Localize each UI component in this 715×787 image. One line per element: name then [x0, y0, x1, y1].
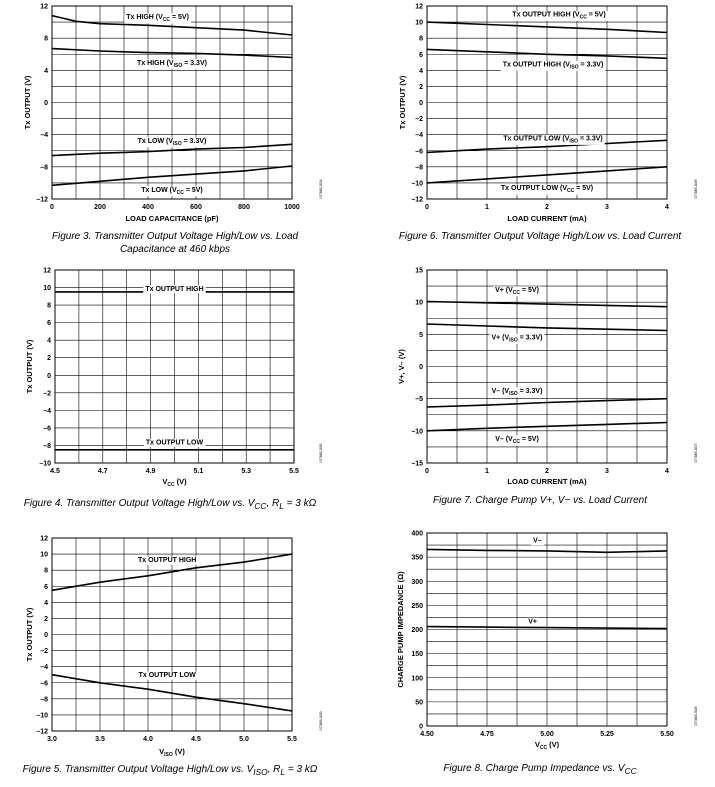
chart-fig4	[0, 262, 330, 492]
y-tick-label: 12	[40, 3, 48, 11]
series-label-post: = 3.3V)	[578, 61, 604, 69]
x-tick-label: 5.0	[239, 736, 249, 743]
y-tick-label: 12	[43, 267, 51, 275]
series-label-sub: ISO	[569, 138, 579, 145]
y-tick-label: 4	[44, 599, 48, 607]
y-axis-label: V+, V– (V)	[397, 349, 406, 384]
y-tick-label: 0	[419, 723, 423, 731]
x-tick-label: 5.3	[241, 468, 252, 475]
y-tick-label: 10	[415, 299, 423, 307]
x-axis-label-sub: CC	[539, 745, 548, 751]
series-label-sub: ISO	[173, 62, 183, 69]
figure-code: 07388-006	[693, 179, 698, 199]
y-axis-label: Tx OUTPUT (V)	[25, 607, 34, 662]
series-label-sub: CC	[567, 188, 575, 195]
series-label-pre: Tx OUTPUT HIGH (V	[512, 11, 580, 19]
series-label-pre: V+ (V	[491, 334, 510, 342]
y-tick-label: 200	[411, 627, 423, 634]
y-tick-label: –8	[43, 442, 51, 450]
x-tick-label: 5.25	[600, 731, 614, 738]
y-tick-label: 4	[419, 67, 423, 75]
caption-fig5-mid: , R	[267, 764, 281, 775]
caption-fig5-sub2: L	[280, 767, 286, 777]
y-tick-label: 0	[47, 372, 51, 380]
series-label-pre: V+ (V	[495, 286, 513, 294]
x-axis-label: LOAD CURRENT (mA)	[507, 477, 587, 486]
caption-fig5-sub1: ISO	[253, 767, 268, 777]
x-axis-label: LOAD CURRENT (mA)	[507, 214, 587, 223]
x-tick-label: 1	[485, 204, 489, 211]
x-tick-label: 4	[665, 468, 669, 475]
caption-fig6-line1: Figure 6. Transmitter Output Voltage High/Low vs. Load Current	[398, 231, 682, 242]
series-label-post: = 5V)	[520, 286, 539, 294]
x-tick-label: 1	[485, 468, 489, 475]
chart-fig8	[375, 525, 705, 760]
x-tick-label: 4.7	[97, 468, 108, 475]
y-tick-label: –8	[40, 696, 48, 704]
x-tick-label: 4	[665, 204, 669, 211]
y-axis-label: Tx OUTPUT (V)	[23, 75, 32, 130]
figure-code: 07388-007	[693, 443, 698, 463]
y-tick-label: –5	[415, 396, 423, 404]
y-tick-label: 5	[419, 331, 423, 339]
y-tick-label: –4	[415, 132, 423, 140]
y-tick-label: 400	[411, 530, 423, 538]
caption-fig4-sub1: CC	[254, 501, 267, 511]
series-label-pre: Tx OUTPUT LOW (V	[503, 135, 570, 143]
x-tick-label: 4.0	[143, 736, 153, 743]
y-tick-label: 12	[40, 535, 48, 543]
series-label-pre: V+	[528, 618, 537, 626]
x-tick-label: 3.0	[47, 736, 57, 743]
y-tick-label: 4	[44, 67, 48, 75]
series-label-sub: CC	[579, 14, 587, 21]
x-tick-label: 2	[545, 204, 549, 211]
series-label-post: = 5V)	[183, 186, 203, 194]
x-tick-label: 0	[50, 204, 54, 211]
caption-fig3-line1: Figure 3. Transmitter Output Voltage High/Low vs. Load	[51, 231, 299, 242]
y-tick-label: 250	[411, 602, 423, 610]
chart-fig5	[0, 530, 330, 760]
x-tick-label: 3	[605, 204, 609, 211]
x-tick-label: 4.5	[50, 468, 60, 475]
y-tick-label: 2	[44, 615, 48, 623]
chart-fig3	[0, 0, 330, 226]
y-tick-label: –12	[36, 728, 48, 736]
series-label-pre: Tx OUTPUT LOW	[138, 672, 196, 680]
x-tick-label: 4.50	[420, 731, 434, 738]
y-tick-label: 8	[44, 567, 48, 575]
x-tick-label: 4.75	[480, 731, 494, 738]
series-label-pre: Tx OUTPUT HIGH	[138, 557, 197, 565]
x-axis-label-pre: V	[534, 740, 540, 749]
y-tick-label: –2	[415, 116, 423, 124]
caption-fig4-post: = 3 kΩ	[283, 498, 317, 509]
series-label-sub: ISO	[509, 390, 518, 397]
y-axis-label: Tx OUTPUT (V)	[398, 75, 407, 130]
series-label-post: = 5V)	[170, 13, 189, 21]
caption-fig8-sub1: CC	[624, 766, 637, 776]
series-label-pre: Tx OUTPUT HIGH (V	[502, 61, 570, 69]
x-axis-label-sub: CC	[167, 482, 175, 488]
x-axis-label	[159, 747, 185, 758]
series-label-post: = 3.3V)	[182, 59, 207, 67]
figure-code: 07388-004	[318, 179, 323, 199]
series-label-pre: Tx LOW (V	[141, 186, 177, 194]
x-axis-label-post: (V)	[172, 747, 185, 756]
series-label-post: = 3.3V)	[181, 137, 207, 145]
y-tick-label: 4	[47, 337, 51, 345]
caption-fig7-line1: Figure 7. Charge Pump V+, V− vs. Load Current	[433, 495, 647, 506]
y-tick-label: –12	[36, 196, 48, 204]
caption-fig3-line2: Capacitance at 460 kbps	[119, 244, 231, 255]
x-tick-label: 4.9	[145, 468, 156, 475]
y-tick-label: –6	[40, 680, 48, 688]
series-label	[138, 557, 196, 564]
x-tick-label: 5.00	[540, 731, 554, 738]
y-tick-label: –6	[43, 425, 51, 433]
caption-fig4-mid: , R	[266, 498, 280, 509]
caption-fig4-pre: Figure 4. Transmitter Output Voltage High/Low vs. V	[23, 498, 255, 509]
series-label-pre: Tx HIGH (V	[137, 59, 174, 67]
y-axis-label: CHARGE PUMP IMPEDANCE (Ω)	[396, 571, 405, 688]
x-tick-label: 3.5	[95, 736, 105, 743]
y-tick-label: –4	[43, 407, 51, 415]
y-tick-label: 6	[47, 320, 51, 328]
x-tick-label: 400	[142, 204, 154, 211]
y-tick-label: 8	[47, 302, 51, 310]
x-axis-label-pre: V	[159, 747, 165, 756]
y-tick-label: 10	[40, 551, 48, 559]
series-label-sub: ISO	[569, 64, 579, 71]
chart-fig7	[375, 262, 705, 492]
series-label	[146, 439, 204, 446]
y-tick-label: 12	[415, 3, 423, 11]
figure-code: 07388-005	[318, 443, 323, 463]
caption-fig3	[10, 230, 340, 256]
series-label-sub: ISO	[173, 140, 182, 147]
series-label-pre: Tx HIGH (V	[126, 13, 163, 21]
y-tick-label: –2	[43, 390, 51, 398]
y-tick-label: 6	[44, 583, 48, 591]
caption-fig8-pre: Figure 8. Charge Pump Impedance vs. V	[443, 763, 625, 774]
series-label-pre: V– (V	[495, 436, 513, 444]
x-axis-label	[535, 740, 560, 751]
y-tick-label: –8	[415, 164, 423, 172]
caption-fig8	[375, 762, 705, 778]
y-tick-label: –2	[40, 648, 48, 656]
y-tick-label: 350	[411, 554, 423, 562]
x-tick-label: 5.50	[660, 731, 674, 738]
y-tick-label: 8	[44, 35, 48, 43]
caption-fig5-post: = 3 kΩ	[285, 764, 318, 775]
x-tick-label: 0	[425, 204, 429, 211]
series-label-sub: CC	[512, 439, 520, 446]
series-label-sub: ISO	[509, 337, 518, 344]
x-tick-label: 4.5	[191, 736, 201, 743]
y-tick-label: 100	[411, 675, 423, 683]
x-axis-label-post: (V)	[174, 477, 187, 486]
chart-fig6	[375, 0, 705, 226]
x-axis-label	[162, 477, 187, 488]
x-axis-label-post: (V)	[547, 740, 560, 749]
series-label-pre: Tx OUTPUT LOW (V	[500, 185, 567, 193]
series-label-sub: CC	[512, 289, 521, 296]
series-line	[427, 627, 667, 629]
y-tick-label: 300	[411, 578, 423, 586]
series-label-post: = 5V)	[519, 436, 539, 444]
series-label-sub: CC	[162, 16, 171, 23]
caption-fig4	[0, 497, 340, 513]
x-axis-label: LOAD CAPACITANCE (pF)	[125, 214, 219, 223]
y-tick-label: –4	[40, 132, 48, 140]
x-tick-label: 600	[190, 204, 202, 211]
caption-fig5-pre: Figure 5. Transmitter Output Voltage High/Low vs. V	[22, 764, 254, 775]
caption-fig7	[375, 494, 705, 507]
y-tick-label: –15	[411, 460, 423, 468]
series-label	[139, 672, 197, 679]
y-tick-label: 15	[415, 267, 423, 275]
caption-fig6	[375, 230, 705, 243]
x-tick-label: 1000	[284, 204, 300, 211]
y-tick-label: 0	[419, 100, 423, 107]
caption-fig4-sub2: L	[279, 501, 284, 511]
x-tick-label: 0	[425, 468, 429, 475]
y-tick-label: –8	[40, 164, 48, 172]
y-tick-label: –10	[411, 428, 423, 436]
x-tick-label: 5.1	[193, 468, 204, 475]
series-label-pre: V– (V	[491, 387, 510, 395]
x-tick-label: 200	[94, 204, 106, 211]
series-label-pre: Tx OUTPUT LOW	[145, 439, 204, 447]
y-tick-label: 150	[411, 651, 423, 659]
y-tick-label: 2	[419, 83, 423, 91]
y-tick-label: 0	[44, 632, 48, 639]
y-tick-label: –10	[36, 712, 48, 720]
series-label-post: = 5V)	[574, 185, 594, 193]
x-tick-label: 2	[545, 468, 549, 475]
series-label-post: = 3.3V)	[517, 387, 543, 395]
series-label-pre: V–	[533, 537, 542, 545]
x-tick-label: 3	[605, 468, 609, 475]
series-label-pre: Tx LOW (V	[137, 137, 174, 145]
x-tick-label: 5.5	[287, 736, 297, 743]
y-axis-label: Tx OUTPUT (V)	[25, 339, 34, 394]
y-tick-label: –12	[411, 196, 423, 204]
y-tick-label: 2	[47, 355, 51, 363]
series-label	[145, 286, 203, 293]
y-tick-label: 10	[415, 19, 423, 27]
series-label-sub: CC	[176, 189, 184, 196]
y-tick-label: –4	[40, 664, 48, 672]
y-tick-label: 6	[419, 51, 423, 59]
x-axis-label-pre: V	[162, 477, 168, 486]
x-tick-label: 800	[238, 204, 250, 211]
y-tick-label: –10	[39, 460, 51, 468]
y-tick-label: –6	[415, 148, 423, 156]
figure-code: 07388-009	[318, 711, 323, 731]
series-label	[528, 618, 537, 625]
caption-fig5	[0, 763, 340, 779]
y-tick-label: 50	[415, 699, 423, 707]
y-tick-label: 8	[419, 35, 423, 43]
series-label-post: = 5V)	[586, 11, 606, 19]
y-tick-label: 0	[419, 364, 423, 371]
series-label-post: = 3.3V)	[517, 334, 543, 342]
series-label-pre: Tx OUTPUT HIGH	[145, 285, 204, 293]
series-label-post: = 3.3V)	[578, 135, 603, 143]
y-tick-label: –10	[411, 180, 423, 188]
figure-code: 07388-008	[693, 706, 698, 726]
x-axis-label-sub: ISO	[164, 752, 173, 758]
x-tick-label: 5.5	[289, 468, 299, 475]
y-tick-label: 0	[44, 100, 48, 107]
y-tick-label: 10	[43, 285, 51, 293]
series-label	[533, 538, 542, 545]
